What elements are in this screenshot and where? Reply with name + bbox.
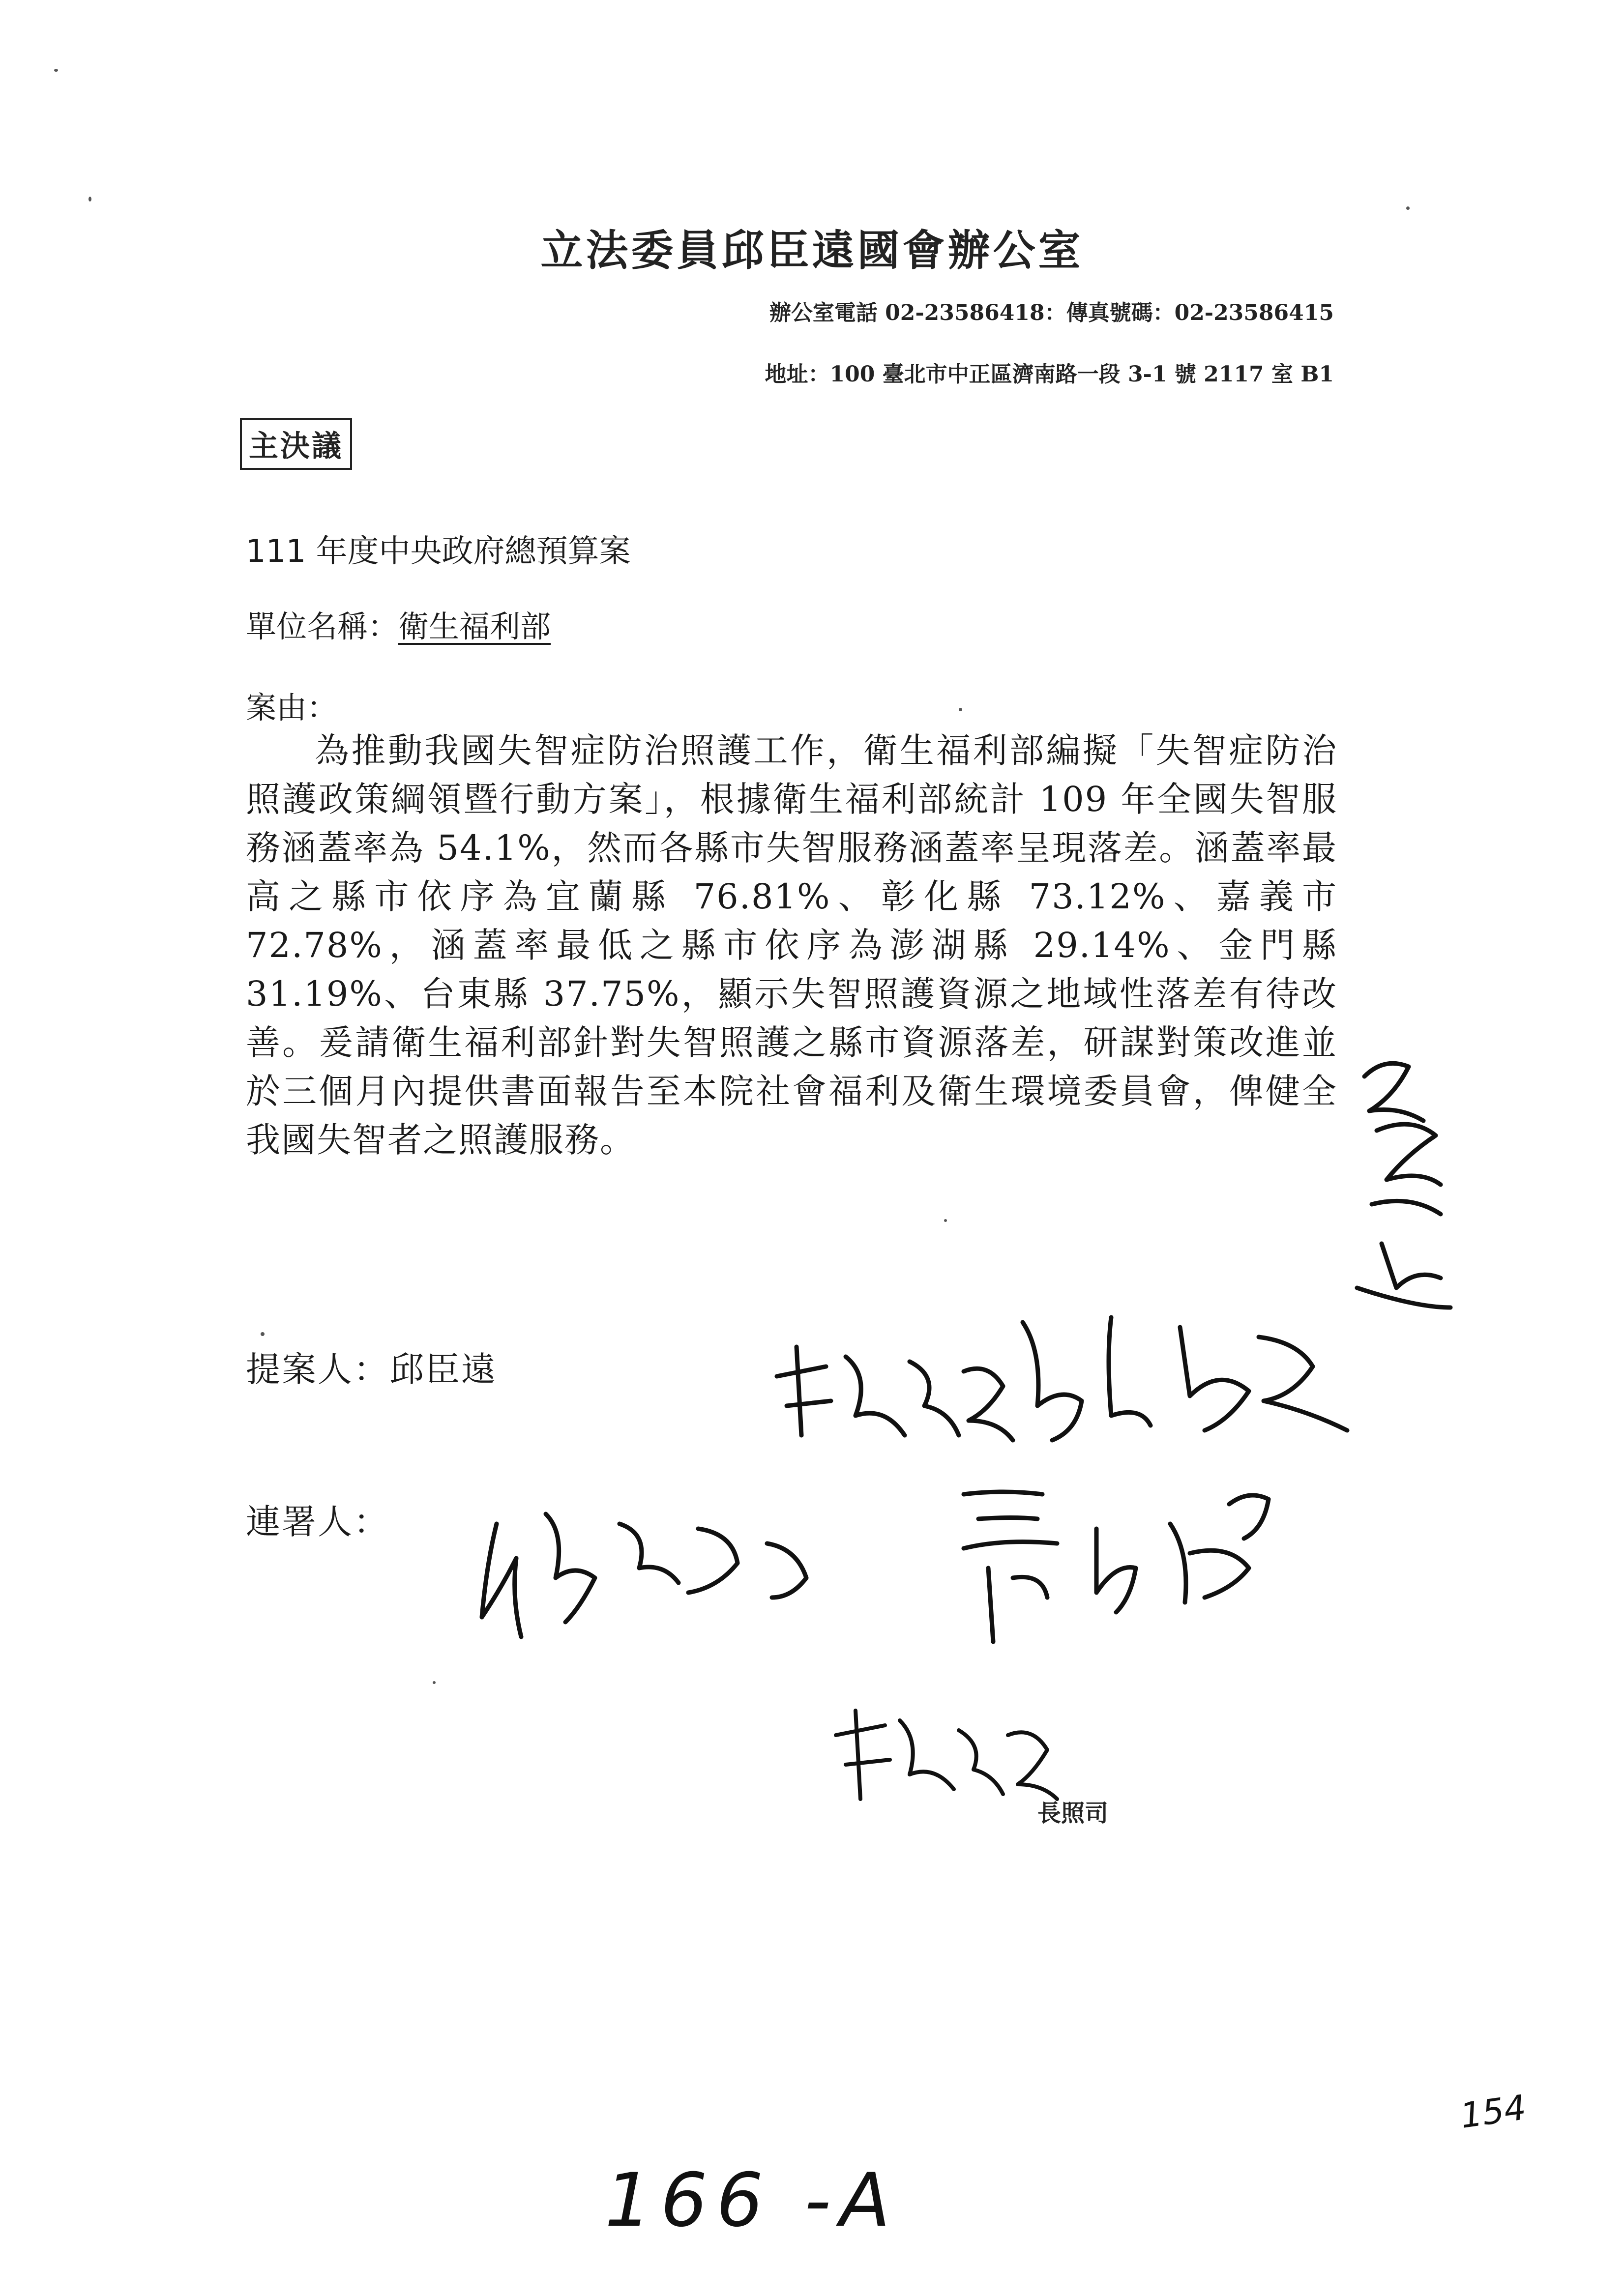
department-label: 長照司 [1037, 1800, 1109, 1827]
document-code: 166 -A [605, 2158, 899, 2243]
proposer-name: 邱臣遠 [389, 1349, 497, 1390]
office-phone: 辦公室電話 02-23586418：傳真號碼：02-23586415 [769, 300, 1334, 325]
reason-label: 案由： [246, 690, 338, 726]
signature-chiu [1023, 1317, 1347, 1440]
signature-cosigner-1 [482, 1514, 806, 1637]
budget-title: 111 年度中央政府總預算案 [246, 533, 631, 570]
cosigner-label: 連署人： [246, 1502, 389, 1542]
scan-speck [1406, 206, 1410, 210]
scan-speck [261, 1332, 265, 1336]
scan-speck [433, 1681, 436, 1684]
office-address: 地址：100 臺北市中正區濟南路一段 3-1 號 2117 室 B1 [765, 362, 1334, 387]
margin-signature [1357, 1063, 1450, 1308]
scan-speck [944, 1219, 947, 1222]
signature-department [836, 1711, 1057, 1799]
office-title: 立法委員邱臣遠國會辦公室 [540, 226, 1084, 275]
unit-name: 衛生福利部 [398, 609, 551, 644]
scan-speck [54, 69, 58, 72]
proposer-label: 提案人： [246, 1349, 389, 1390]
scan-speck [959, 708, 962, 711]
signature-lai [777, 1347, 1013, 1440]
reason-body: 為推動我國失智症防治照護工作，衛生福利部編擬「失智症防治照護政策綱領暨行動方案」，根據衛生福利部統計 109 年全國失智服務涵蓋率為 54.1%，然而各縣市失智服務涵蓋率呈現落差。涵蓋率最高之縣市依序為宜蘭縣 76.81%、彰化縣 73.12%、嘉義市 72.78%，涵蓋率最低之縣市依序為澎湖縣 29.14%、金門縣 31.19%、台東縣 37.75%，顯示失智照護資源之地域性落差有待改善。爰請衛生福利部針對失智照護之縣市資源落差，研謀對策改進並於三個月內提供書面報告至本院社會福利及衛生環境委員會，俾健全我國失智者之照護服務。 [246, 730, 1337, 1160]
scan-speck [89, 197, 91, 202]
resolution-tag: 主決議 [240, 418, 352, 470]
signature-cosigner-2 [964, 1492, 1269, 1642]
unit-label: 單位名稱： [246, 609, 399, 644]
page-number: 154 [1457, 2087, 1529, 2136]
